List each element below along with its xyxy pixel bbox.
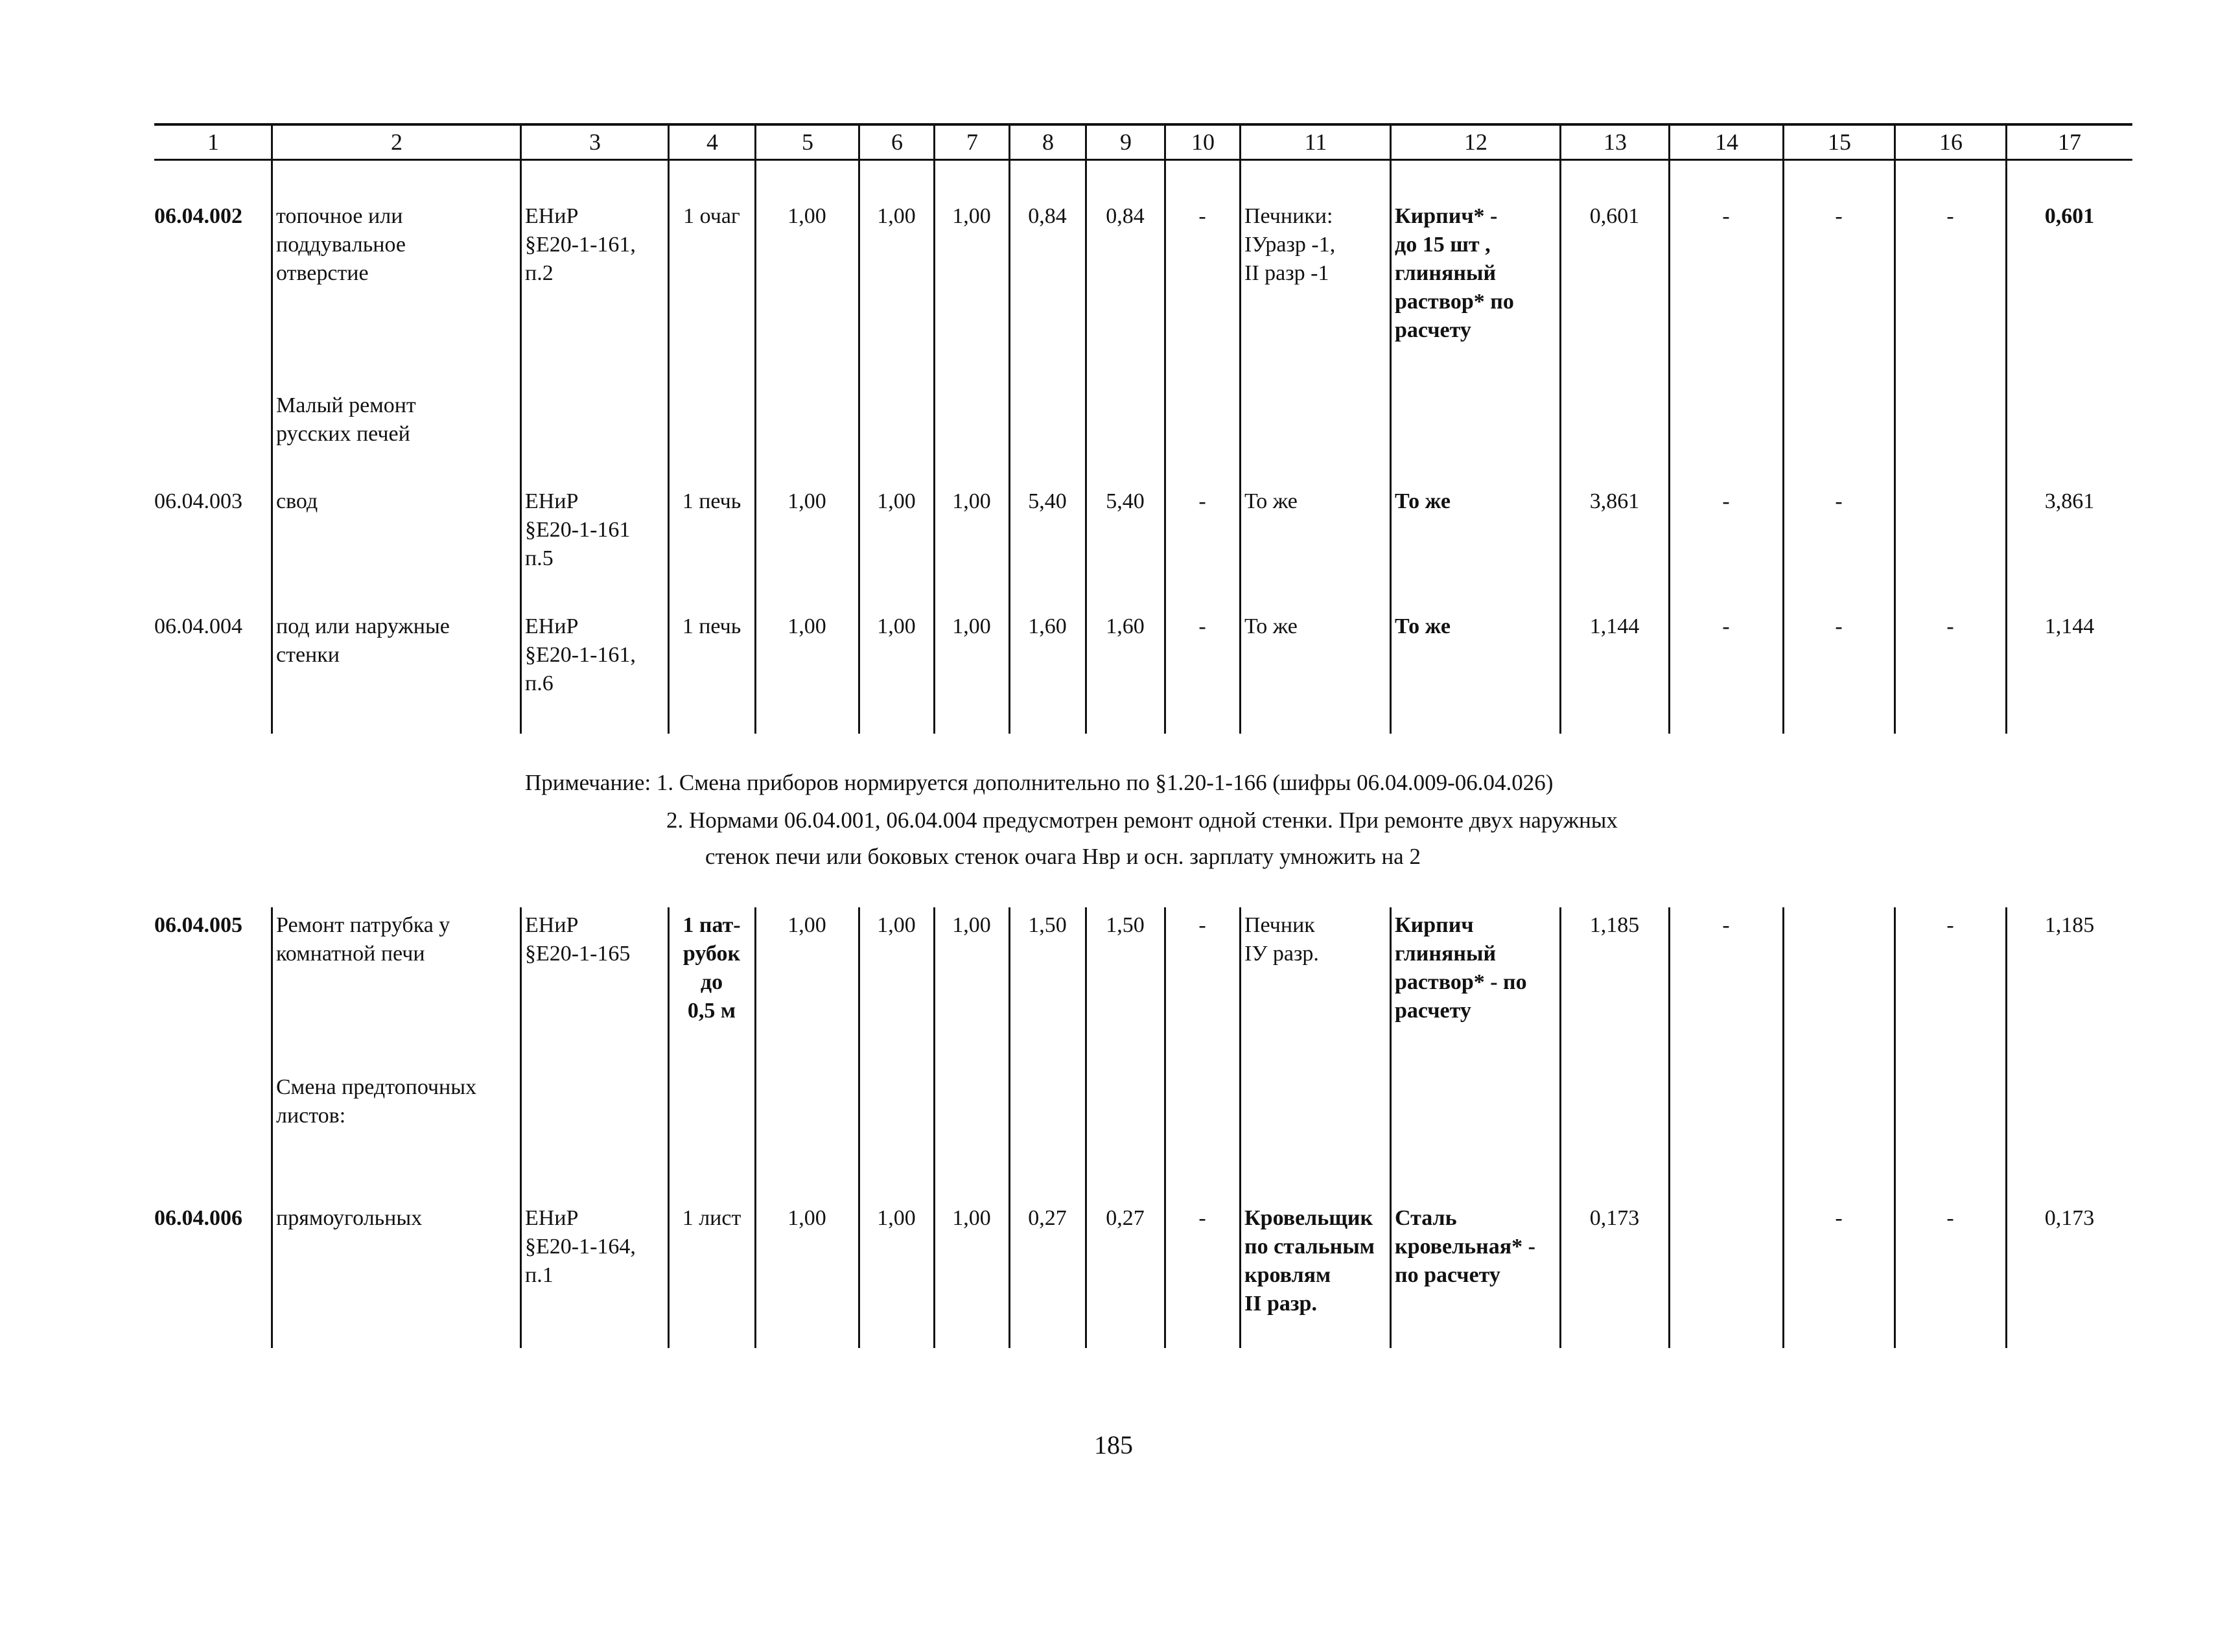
row-c10: - — [1198, 614, 1206, 638]
row-c10: - — [1198, 204, 1206, 228]
row-k5: 1,00 — [787, 489, 826, 513]
col-divider — [1009, 907, 1010, 1348]
row-k6: 1,00 — [877, 614, 916, 638]
col-divider — [1894, 907, 1896, 1348]
row-c9: 1,60 — [1106, 614, 1145, 638]
column-header-7: 7 — [966, 129, 978, 155]
row-norm: ЕНиР §Е20-1-161 п.5 — [525, 489, 631, 570]
row-c13: 0,173 — [1589, 1206, 1640, 1230]
row-c14: - — [1722, 489, 1730, 513]
row-c14: - — [1722, 204, 1730, 228]
row-unit: 1 очаг — [683, 204, 740, 228]
row-k7: 1,00 — [952, 1206, 991, 1230]
column-header-10: 10 — [1191, 129, 1215, 155]
row-materials: Кирпич* - до 15 шт , глиняный раствор* по расчету — [1395, 204, 1514, 342]
row-c17: 1,144 — [2044, 614, 2095, 638]
row-workers: Печники: IУразр -1, II разр -1 — [1244, 204, 1336, 285]
row-c16: - — [1946, 1206, 1954, 1230]
col-divider — [933, 907, 935, 1348]
table-header-rule — [154, 159, 2132, 161]
column-header-6: 6 — [891, 129, 903, 155]
section-heading: Смена предтопочных листов: — [276, 1075, 477, 1128]
column-header-4: 4 — [706, 129, 718, 155]
col-divider — [1390, 907, 1392, 1348]
table-top-rule — [154, 123, 2132, 126]
row-unit: 1 печь — [682, 614, 741, 638]
row-c14: - — [1722, 913, 1730, 937]
row-code: 06.04.006 — [154, 1206, 242, 1230]
row-c14: - — [1722, 614, 1730, 638]
row-c15: - — [1835, 204, 1843, 228]
row-c15: - — [1835, 614, 1843, 638]
row-unit: 1 печь — [682, 489, 741, 513]
row-materials: Кирпич глиняный раствор* - по расчету — [1395, 913, 1527, 1023]
row-c8: 1,50 — [1028, 913, 1067, 937]
col-divider — [520, 124, 522, 734]
row-c9: 0,84 — [1106, 204, 1145, 228]
col-divider — [1164, 907, 1166, 1348]
row-code: 06.04.004 — [154, 614, 242, 638]
col-divider — [1239, 907, 1241, 1348]
column-header-9: 9 — [1120, 129, 1132, 155]
row-materials: Сталь кровельная* - по расчету — [1395, 1206, 1535, 1287]
row-workers: Печник IУ разр. — [1244, 913, 1319, 966]
column-header-15: 15 — [1828, 129, 1851, 155]
note-line-3: стенок печи или боковых стенок очага Нвр и осн. зарплату умножить на 2 — [705, 844, 1421, 869]
col-divider — [1390, 124, 1392, 734]
col-divider — [1085, 907, 1087, 1348]
row-c13: 1,144 — [1589, 614, 1640, 638]
row-name: прямоугольных — [276, 1206, 423, 1230]
row-k6: 1,00 — [877, 1206, 916, 1230]
row-c13: 3,861 — [1589, 489, 1640, 513]
row-c10: - — [1198, 913, 1206, 937]
column-header-3: 3 — [589, 129, 601, 155]
row-unit: 1 пат- рубок до 0,5 м — [682, 913, 741, 1023]
row-k7: 1,00 — [952, 913, 991, 937]
row-unit: 1 лист — [682, 1206, 741, 1230]
row-c17: 3,861 — [2044, 489, 2095, 513]
row-norm: ЕНиР §Е20-1-165 — [525, 913, 631, 966]
note-line-1: Примечание: 1. Смена приборов нормируется дополнительно по §1.20-1-166 (шифры 06.04.009-06.04.026) — [525, 770, 1554, 795]
row-k7: 1,00 — [952, 614, 991, 638]
row-workers: Кровельщик по стальным кровлям II разр. — [1244, 1206, 1375, 1316]
row-k6: 1,00 — [877, 204, 916, 228]
row-norm: ЕНиР §Е20-1-164, п.1 — [525, 1206, 636, 1287]
row-k5: 1,00 — [787, 1206, 826, 1230]
row-c13: 1,185 — [1589, 913, 1640, 937]
column-header-11: 11 — [1304, 129, 1327, 155]
row-code: 06.04.005 — [154, 913, 242, 937]
section-heading: Малый ремонт русских печей — [276, 393, 416, 446]
row-c17: 1,185 — [2044, 913, 2095, 937]
row-materials: То же — [1395, 489, 1451, 513]
row-c16: - — [1946, 913, 1954, 937]
row-name: топочное или поддувальное отверстие — [276, 204, 406, 285]
row-name: под или наружные стенки — [276, 614, 450, 667]
row-c8: 5,40 — [1028, 489, 1067, 513]
row-c8: 0,84 — [1028, 204, 1067, 228]
row-k6: 1,00 — [877, 913, 916, 937]
row-c15: - — [1835, 489, 1843, 513]
row-name: Ремонт патрубка у комнатной печи — [276, 913, 450, 966]
row-c17: 0,601 — [2044, 204, 2095, 228]
row-c8: 0,27 — [1028, 1206, 1067, 1230]
column-header-17: 17 — [2058, 129, 2081, 155]
row-k5: 1,00 — [787, 614, 826, 638]
column-header-12: 12 — [1464, 129, 1487, 155]
row-c16: - — [1946, 614, 1954, 638]
column-header-16: 16 — [1939, 129, 1963, 155]
row-workers: То же — [1244, 614, 1298, 638]
column-header-8: 8 — [1042, 129, 1054, 155]
row-k7: 1,00 — [952, 489, 991, 513]
col-divider — [271, 907, 273, 1348]
row-c15: - — [1835, 1206, 1843, 1230]
row-norm: ЕНиР §Е20-1-161, п.6 — [525, 614, 636, 695]
col-divider — [754, 907, 756, 1348]
row-code: 06.04.003 — [154, 489, 242, 513]
row-code: 06.04.002 — [154, 204, 242, 228]
row-norm: ЕНиР §Е20-1-161, п.2 — [525, 204, 636, 285]
row-c17: 0,173 — [2044, 1206, 2095, 1230]
column-header-14: 14 — [1715, 129, 1738, 155]
page-number: 185 — [1094, 1430, 1133, 1460]
column-header-13: 13 — [1603, 129, 1627, 155]
col-divider — [1782, 907, 1784, 1348]
row-k7: 1,00 — [952, 204, 991, 228]
row-name: свод — [276, 489, 318, 513]
row-workers: То же — [1244, 489, 1298, 513]
column-header-2: 2 — [391, 129, 402, 155]
row-c10: - — [1198, 1206, 1206, 1230]
row-c10: - — [1198, 489, 1206, 513]
row-c16: - — [1946, 204, 1954, 228]
col-divider — [858, 907, 860, 1348]
column-header-1: 1 — [207, 129, 219, 155]
row-k5: 1,00 — [787, 913, 826, 937]
row-c8: 1,60 — [1028, 614, 1067, 638]
column-header-5: 5 — [802, 129, 813, 155]
row-k5: 1,00 — [787, 204, 826, 228]
row-materials: То же — [1395, 614, 1451, 638]
row-c9: 5,40 — [1106, 489, 1145, 513]
note-line-2: 2. Нормами 06.04.001, 06.04.004 предусмотрен ремонт одной стенки. При ремонте двух наружных — [666, 808, 1618, 833]
col-divider — [1668, 907, 1670, 1348]
col-divider — [271, 124, 273, 734]
row-c9: 0,27 — [1106, 1206, 1145, 1230]
col-divider — [2005, 907, 2007, 1348]
row-k6: 1,00 — [877, 489, 916, 513]
col-divider — [1559, 907, 1561, 1348]
row-c9: 1,50 — [1106, 913, 1145, 937]
col-divider — [1239, 124, 1241, 734]
row-c13: 0,601 — [1589, 204, 1640, 228]
